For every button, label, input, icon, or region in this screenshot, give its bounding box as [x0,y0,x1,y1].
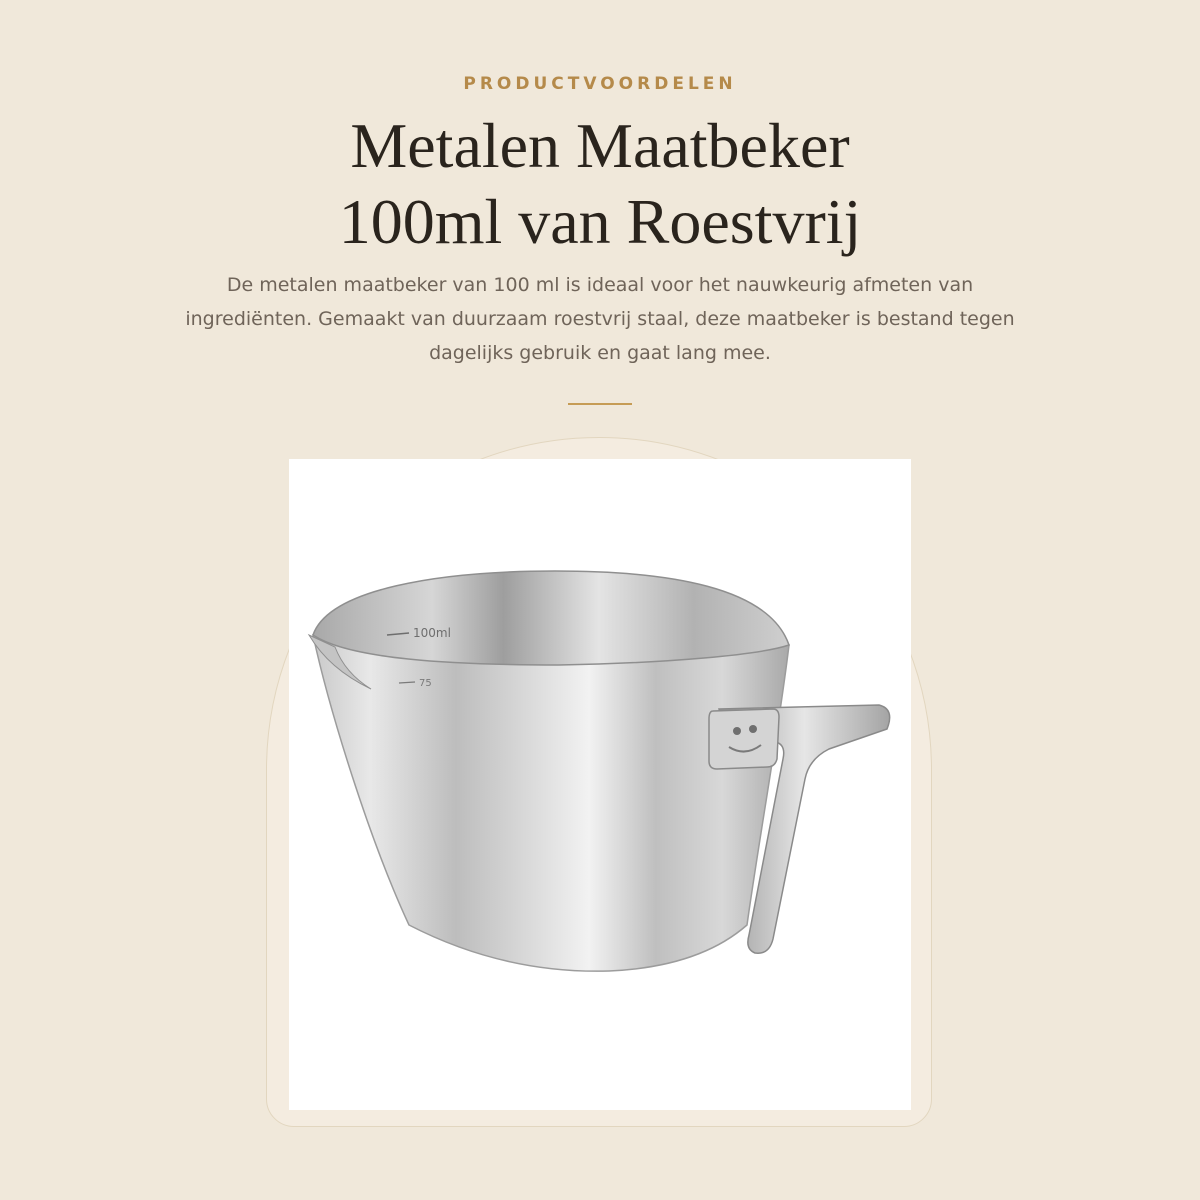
title-line-1: Metalen Maatbeker [350,110,850,181]
section-divider [568,403,632,405]
product-description: De metalen maatbeker van 100 ml is ideaal voor het nauwkeurig afmeten van ingrediënten. Gemaakt van duurzaam roestvrij staal, deze maatbeker is bestand tegen dagelijks gebruik en gaat lang mee. [185,274,1015,364]
page-title [0,108,1200,260]
product-photo [289,459,911,1110]
scale-mark-100: 100ml [413,626,451,640]
eyebrow-label: PRODUCTVOORDELEN [463,74,737,94]
measuring-cup-icon [289,459,911,1110]
title-line-2: 100ml van Roestvrij [338,186,862,257]
scale-mark-75: 75 [419,678,432,689]
